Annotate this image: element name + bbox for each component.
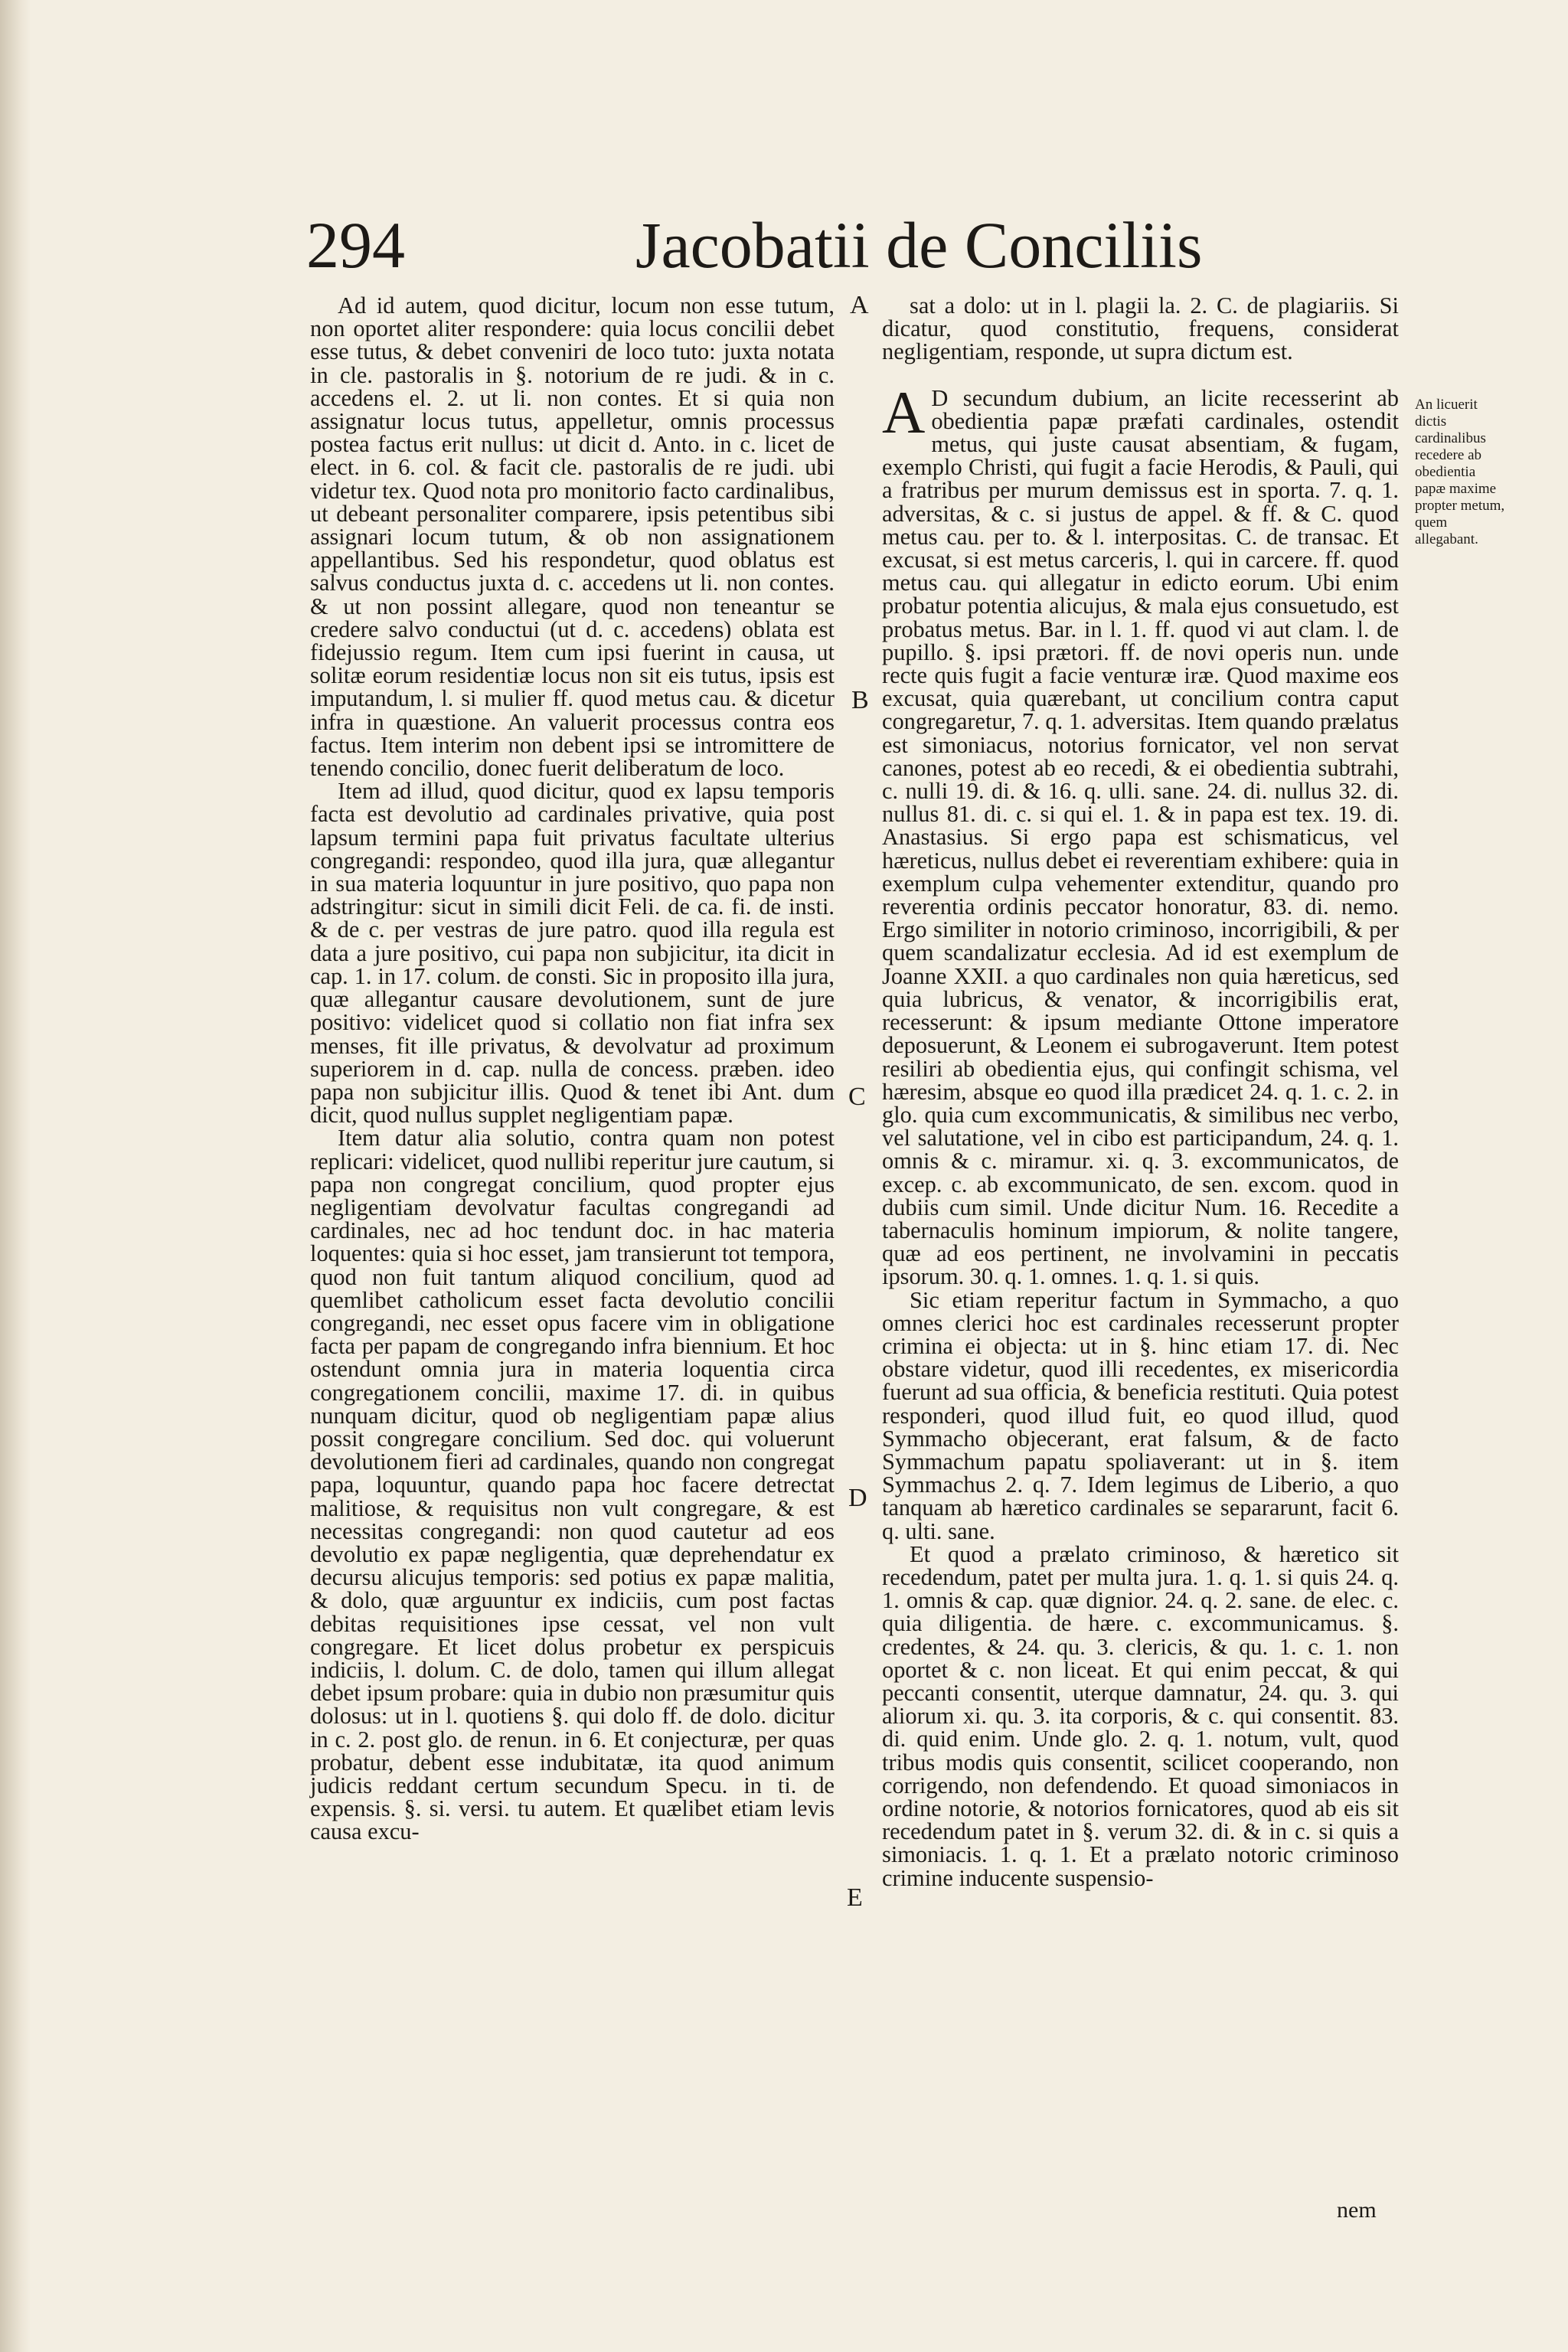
paragraph: Item datur alia solutio, contra quam non potest replicari: videlicet, quod nullibi reperitur jure cautum, si papa non congregat concilium, quod propter ejus negligentiam devolvatur facultas congregandi ad cardinales, nec ad hoc tendunt doc. in hac materia loquentes: quia si hoc esset, jam transierunt tot tempora, quod non fuit tantum aliquod concilium, quod ad quemlibet catholicum esset facta devolutio concilii congregandi, nec esset opus facere vim in obligatione facta per papam de congregando infra biennium. Et hoc ostendunt omnia jura in materia loquentia circa congregationem concilii, maxime 17. di. in quibus nunquam dicitur, quod ob negligentiam papæ alius possit congregare concilium. Sed doc. qui voluerunt devolutionem fieri ad cardinales, quando non congregat papa, loquuntur, quando papa hoc facere detrectat malitiose, & requisitus non vult congregare, & est necessitas congregandi: non quod cautetur ad eos devolutio ex papæ negligentia, quæ deprehendatur ex decursu alicujus temporis: sed potius ex papæ malitia, & dolo, quæ arguuntur ex indiciis, cum post factas debitas requisitiones ipse cessat, vel non vult congregare. Et licet dolus probetur ex perspicuis indiciis, l. dolum. C. de dolo, tamen qui illum allegat debet ipsum probare: quia in dubio non præsumitur quis dolosus: ut in l. quotiens §. qui dolo ff. de dolo. dicitur in c. 2. post glo. de renun. in 6. Et conjecturæ, per quas probatur, debent esse indubitatæ, ita quod animum judicis reddant certum secundum Specu. in ti. de expensis. §. si. versi. tu autem. Et quælibet etiam levis causa excu- [310, 1125, 835, 1845]
paragraph: Ad id autem, quod dicitur, locum non esse tutum, non oportet aliter respondere: quia locus concilii debet esse tutus, & debet conveniri de loco tuto: juxta notata in cle. pastoralis in §. notorium de re judi. & in c. accedens el. 2. ut li. non contes. Et si quia non assignatur locus tutus, appelletur, omnis processus postea factus erit nullus: ut dicit d. Anto. in c. licet de elect. in 6. col. & facit cle. pastoralis de re judi. ubi videtur tex. Quod nota pro monitorio facto cardinalibus, ut debeant personaliter comparere, ipsis petentibus sibi assignari locum tutum, & ob non assignationem appellantibus. Sed his respondetur, quod oblatus est salvus conductus juxta d. c. accedens ut li. non contes. & ut non possint allegare, quod non teneantur se credere salvo conductui (ut d. c. accedens) oblata est fidejussio regum. Item cum ipsi fuerint in causa, ut solitæ eorum residentiæ locus non sit eis tutus, ipsis est imputandum, l. si mulier ff. quod metus cau. & dicetur infra in quæstione. An valuerit processus contra eos factus. Item interim non debent ipsi se intromittere de tenendo concilio, donec fuerit deliberatum de loco. [310, 292, 835, 782]
section-marker-e: E [847, 1883, 863, 1912]
paragraph: Et quod a prælato criminoso, & hæretico sit recedendum, patet per multa jura. 1. q. 1. si quis 24. q. 1. omnis & cap. quæ dignior. 24. q. 2. sane. de elec. c. quia diligentia. de hære. c. excommunicamus. §. credentes, & 24. qu. 3. clericis, & qu. 1. c. 1. non oportet & c. non liceat. Et qui enim peccat, & qui peccanti consentit, uterque damnatur, 24. qu. 3. qui aliorum xi. qu. 3. ita corporis, & c. qui consentit. 83. di. quid enim. Unde glo. 2. q. 1. notum, vult, quod tribus modis quis consentit, scilicet cooperando, non corrigendo, non defendendo. Et quoad simoniacos in ordine notorie, & notorios fornicatores, quod ab eis sit recedendum patet in §. verum 32. di. & in c. si quis a simoniacis. 1. q. 1. Et a prælato notoric criminoso crimine inducente suspensio- [882, 1540, 1399, 1891]
section-marker-c: C [848, 1083, 866, 1111]
section-marker-b: B [851, 686, 869, 714]
page-header [306, 207, 1225, 291]
paragraph-with-initial: A D secundum dubium, an licite recesserint ab obedientia papæ præfati cardinales, ostendit metus, qui juste causat absentiam, & fugam, exemplo Christi, qui fugit a facie Herodis, & Pauli, qui a fratribus per murum demissus est in sporta. 7. q. 1. adversitas, & c. si justus de appel. & ff. & C. quod metus cau. per to. & l. interpositas. C. de transac. Et excusat, si est metus carceris, l. qui in carcere. ff. quod metus cau. qui allegatur in edicto eorum. Ubi enim probatur potentia alicujus, & mala ejus consuetudo, est probatus metus. Bar. in l. 1. ff. quod vi aut clam. l. de pupillo. §. ipsi prætori. ff. de novi operis nun. unde recte quis fugit a facie venturæ iræ. Quod maxime eos excusat, quia quærebant, ut concilium contra caput congregaretur, 7. q. 1. adversitas. Item quando prælatus est simoniacus, notorius fornicator, vel non servat canones, potest ab eo recedi, & ei obedientia subtrahi, c. nulli 19. di. & 16. q. ulli. sane. 24. di. nullus 32. di. nullus 81. di. c. si qui el. 1. & in papa est tex. 19. di. Anastasius. Si ergo papa est schismaticus, vel hæreticus, nullus debet ei reverentiam exhibere: quia in exemplum culpa vehementer extenditur, quando pro reverentia ordinis peccator honoratur, 83. di. nemo. Ergo similiter in notorio criminoso, incorrigibili, & per quem scandalizatur ecclesia. Ad id est exemplum de Joanne XXII. a quo cardinales non quia hæreticus, sed quia lubricus, & venator, & incorrigibilis erat, recesserunt: & ipsum mediante Ottone imperatore deposuerunt, & Leonem ei subrogaverunt. Item potest resiliri ab obedientia ejus, qui confingit schisma, vel hæresim, absque eo quod illa prædicet 24. q. 1. c. 2. in glo. quia cum excommunicatis, & similibus nec verbo, vel salutatione, vel in cibo est participandum, 24. q. 1. omnis & c. miramur. xi. q. 3. excommunicatos, de excep. c. ab excommunicato, de sen. excom. quod in dubiis cum simil. Unde dicitur Num. 16. Recedite a tabernaculis hominum impiorum, & nolite tangere, quæ ad eos pertinent, ne involvamini in peccatis ipsorum. 30. q. 1. omnes. 1. q. 1. si quis. [882, 378, 1399, 1290]
paragraph: Sic etiam reperitur factum in Symmacho, a quo omnes clerici hoc est cardinales recesserunt propter crimina ei objecta: ut in §. hinc etiam 17. di. Nec obstare videtur, quod illi recedentes, ex misericordia fuerunt ad sua officia, & beneficia restituti. Quia potest responderi, quod illud fuit, eo quod illud, quod Symmacho objecerant, erat falsum, & de facto Symmachum papatu spoliaverant: ut in §. item Symmachus 2. q. 7. Idem legimus de Liberio, a quo tanquam ab hæretico cardinales se separarunt, facit 6. q. ulti. sane. [882, 1286, 1399, 1544]
section-marker-a: A [850, 291, 869, 319]
running-title: Jacobatii de Conciliis [635, 208, 1203, 282]
page-number: 294 [306, 208, 405, 282]
section-marker-d: D [848, 1484, 867, 1512]
left-text-column [310, 294, 835, 1844]
initial-letter: A [882, 378, 926, 446]
page-gutter-shadow [0, 0, 31, 2352]
paragraph: Item ad illud, quod dicitur, quod ex lapsu temporis facta est devolutio ad cardinales privative, quia post lapsum termini papa fuit privatus facultate ulterius congregandi: respondeo, quod illa jura, quæ allegantur in sua materia loquuntur in jure positivo, quo papa non adstringitur: sicut in simili dicit Feli. de ca. fi. de insti. & de c. per vestras de jure patro. quod illa regula est data a jure positivo, cui papa non subjicitur, ita dicit in cap. 1. in 17. colum. de consti. Sic in proposito illa jura, quæ allegantur causare devolutionem, sunt de jure positivo: videlicet quod si collatio non fiat infra sex menses, fit ille privatus, & devolvatur ad proximum superiorem in d. cap. nulla de concess. præben. ideo papa non subjicitur illis. Quod & tenet ibi Ant. dum dicit, quod nullus supplet negligentiam papæ. [310, 778, 835, 1129]
paragraph: sat a dolo: ut in l. plagii la. 2. C. de plagiariis. Si dicatur, quod constitutio, frequens, considerat negligentiam, responde, ut supra dictum est. [882, 292, 1399, 365]
right-text-column [882, 294, 1399, 1890]
catchword: nem [1337, 2197, 1377, 2223]
margin-note: An licuerit dictis cardinalibus recedere ab obedientia papæ maxime propter metum, quem allegabant. [1415, 397, 1505, 547]
